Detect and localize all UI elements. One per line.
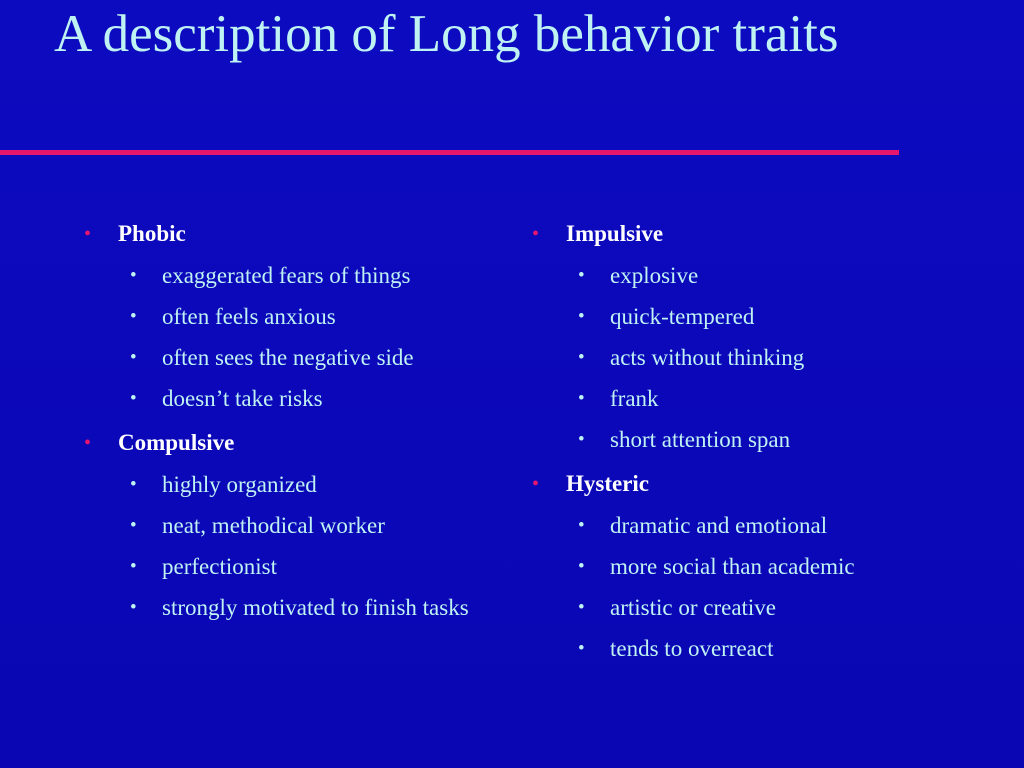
trait-item (522, 341, 952, 375)
trait-list (522, 259, 952, 457)
trait-item-label: highly organized (162, 472, 317, 497)
trait-item (74, 300, 484, 334)
trait-item-label: more social than academic (610, 554, 855, 579)
trait-item-label: often feels anxious (162, 304, 336, 329)
trait-item-label: acts without thinking (610, 345, 805, 370)
trait-item (74, 550, 484, 584)
trait-item (74, 591, 484, 625)
bullet-icon: • (578, 597, 585, 618)
bullet-icon: • (84, 223, 92, 245)
bullet-icon: • (578, 515, 585, 536)
bullet-icon: • (130, 265, 137, 286)
bullet-icon: • (130, 597, 137, 618)
trait-item (74, 259, 484, 293)
trait-group-phobic (74, 218, 484, 416)
bullet-icon: • (578, 429, 585, 450)
trait-item (74, 468, 484, 502)
bullet-icon: • (130, 515, 137, 536)
trait-item (522, 550, 952, 584)
trait-item-label: exaggerated fears of things (162, 263, 411, 288)
trait-item (74, 341, 484, 375)
trait-list (74, 259, 484, 416)
bullet-icon: • (532, 473, 540, 495)
trait-heading-label: Phobic (118, 221, 186, 246)
trait-item-label: quick-tempered (610, 304, 755, 329)
trait-heading-label: Impulsive (566, 221, 664, 246)
trait-list (522, 509, 952, 666)
slide-title: A description of Long behavior traits (54, 5, 839, 63)
bullet-icon: • (130, 347, 137, 368)
trait-heading-label: Compulsive (118, 430, 235, 455)
trait-group-impulsive (522, 218, 952, 457)
title-divider (0, 150, 899, 155)
trait-item (522, 259, 952, 293)
trait-heading (522, 468, 952, 500)
trait-item-label: perfectionist (162, 554, 277, 579)
trait-item (522, 423, 952, 457)
trait-item-label: explosive (610, 263, 699, 288)
trait-heading (522, 218, 952, 250)
trait-list (74, 468, 484, 625)
trait-heading-label: Hysteric (566, 471, 650, 496)
right-column (522, 218, 952, 677)
trait-group-compulsive (74, 427, 484, 625)
trait-item-label: doesn’t take risks (162, 386, 323, 411)
trait-item-label: frank (610, 386, 659, 411)
bullet-icon: • (130, 556, 137, 577)
trait-item-label: tends to overreact (610, 636, 774, 661)
trait-item-label: strongly motivated to finish tasks (162, 595, 469, 620)
trait-item (74, 509, 484, 543)
bullet-icon: • (578, 556, 585, 577)
trait-item (522, 591, 952, 625)
bullet-icon: • (578, 306, 585, 327)
bullet-icon: • (130, 306, 137, 327)
trait-item-label: dramatic and emotional (610, 513, 828, 538)
trait-item (522, 632, 952, 666)
trait-group-hysteric (522, 468, 952, 666)
trait-item-label: neat, methodical worker (162, 513, 385, 538)
trait-heading (74, 218, 484, 250)
bullet-icon: • (578, 265, 585, 286)
bullet-icon: • (578, 388, 585, 409)
trait-item (522, 382, 952, 416)
left-column (74, 218, 484, 636)
trait-item-label: often sees the negative side (162, 345, 414, 370)
bullet-icon: • (578, 638, 585, 659)
bullet-icon: • (578, 347, 585, 368)
trait-item-label: artistic or creative (610, 595, 777, 620)
bullet-icon: • (130, 388, 137, 409)
bullet-icon: • (532, 223, 540, 245)
trait-item-label: short attention span (610, 427, 791, 452)
bullet-icon: • (84, 432, 92, 454)
trait-item (74, 382, 484, 416)
bullet-icon: • (130, 474, 137, 495)
trait-item (522, 300, 952, 334)
trait-item (522, 509, 952, 543)
trait-heading (74, 427, 484, 459)
